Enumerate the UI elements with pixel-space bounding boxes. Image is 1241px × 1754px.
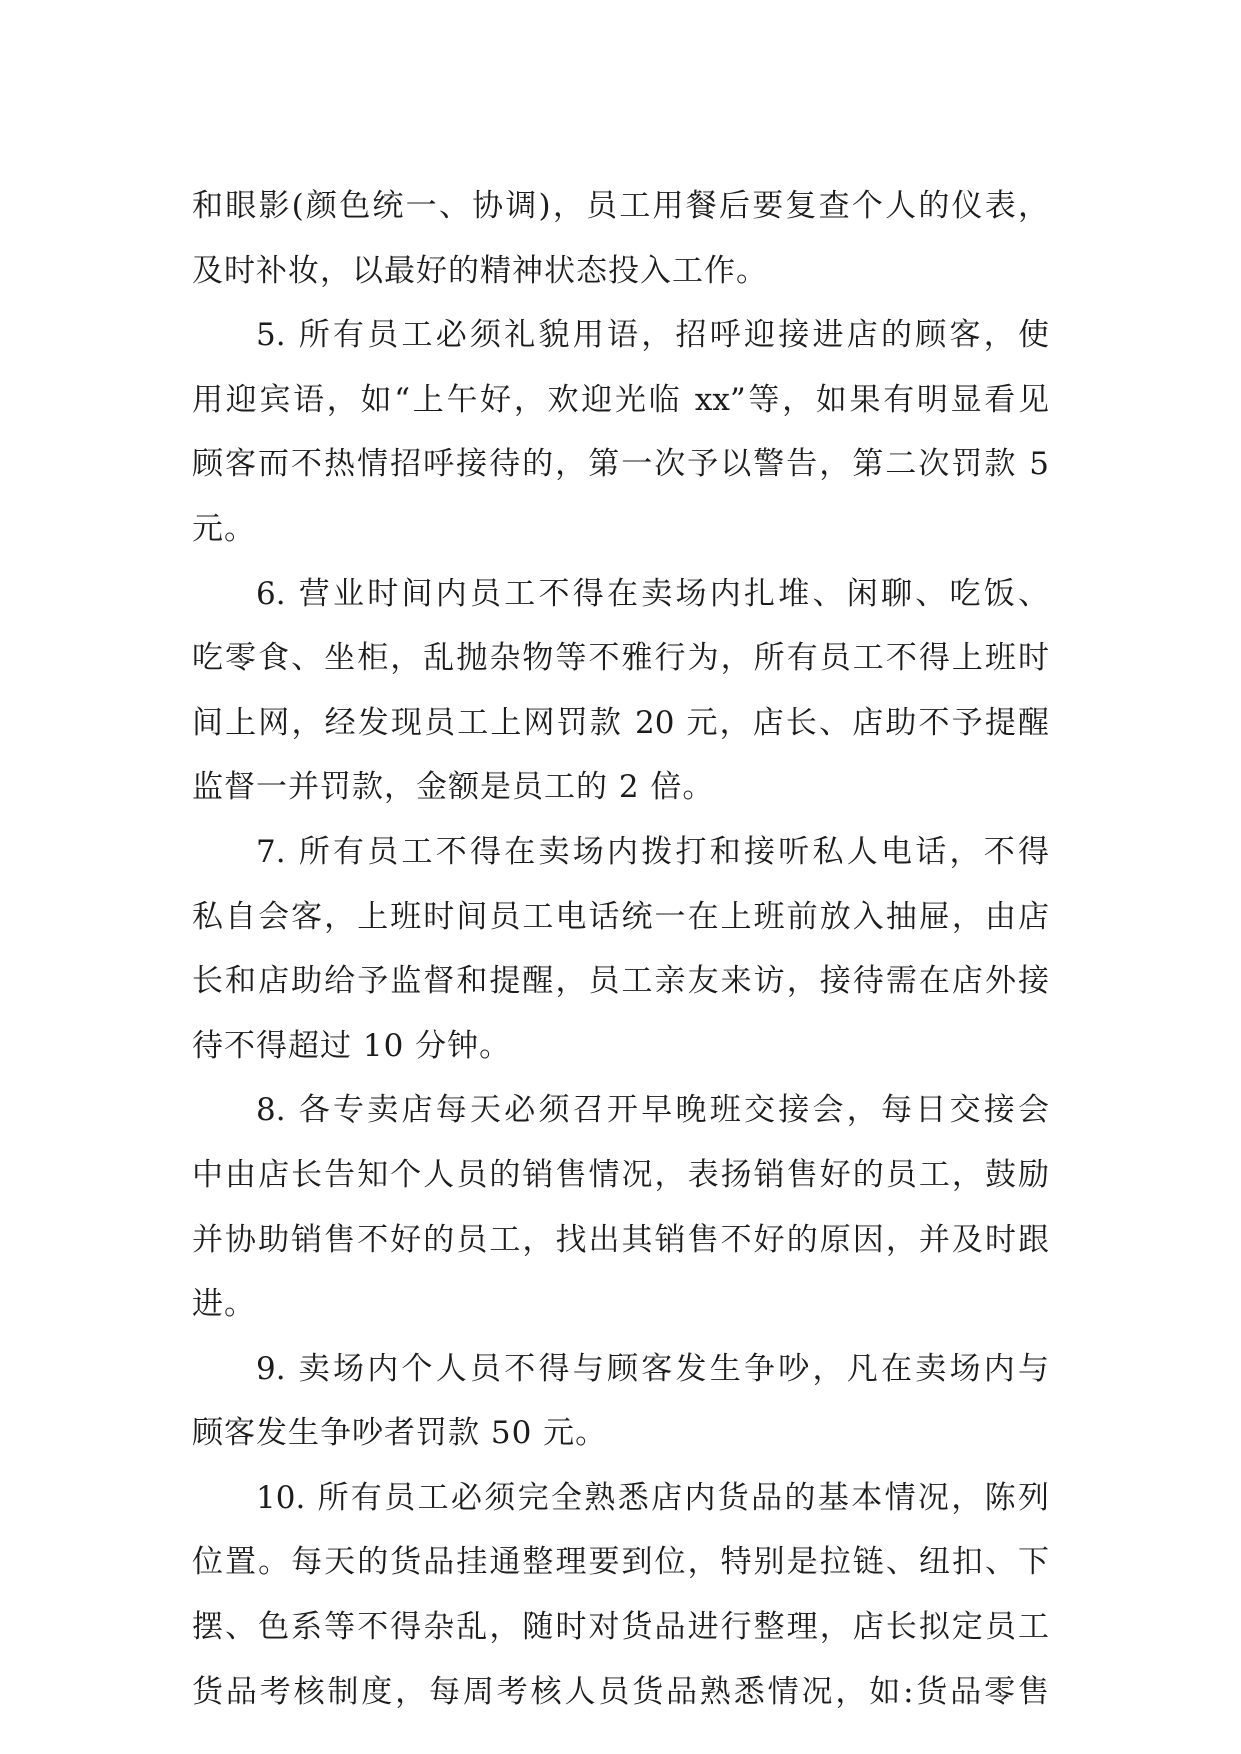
item-number: 7.	[256, 833, 286, 870]
line-text: 私自会客，上班时间员工电话统一在上班前放入抽屉，由店	[192, 898, 1049, 935]
line-text: 所有员工不得在卖场内拨打和接听私人电话，不得	[298, 833, 1049, 870]
text-line	[192, 1401, 1049, 1466]
text-line	[192, 691, 1049, 756]
line-text: 各专卖店每天必须召开早晚班交接会，每日交接会	[298, 1092, 1049, 1129]
line-text: 顾客发生争吵者罚款 50 元。	[192, 1415, 608, 1452]
text-line	[192, 1208, 1049, 1273]
paragraph	[192, 1337, 1049, 1466]
paragraph	[192, 1466, 1049, 1724]
item-number: 10.	[256, 1479, 306, 1516]
text-line	[192, 432, 1049, 497]
line-text: 营业时间内员工不得在卖场内扎堆、闲聊、吃饭、	[298, 575, 1049, 612]
item-number: 8.	[256, 1092, 286, 1129]
line-text: 和眼影(颜色统一、协调)，员工用餐后要复查个人的仪表，	[192, 188, 1049, 224]
item-number: 6.	[256, 575, 286, 612]
text-line	[192, 1660, 1049, 1725]
line-text: 吃零食、坐柜，乱抛杂物等不雅行为，所有员工不得上班时	[192, 640, 1049, 677]
text-line	[192, 368, 1049, 433]
text-line	[192, 755, 1049, 820]
text-line	[192, 1530, 1049, 1595]
text-line	[192, 1337, 1049, 1402]
line-text: 待不得超过 10 分钟。	[192, 1027, 512, 1064]
paragraph	[192, 1078, 1049, 1336]
text-line	[192, 562, 1049, 627]
paragraph	[192, 303, 1049, 561]
line-text: 货品考核制度，每周考核人员货品熟悉情况，如:货品零售	[192, 1673, 1049, 1710]
line-text: 所有员工必须完全熟悉店内货品的基本情况，陈列	[317, 1479, 1049, 1516]
text-line	[192, 174, 1049, 239]
line-text: 及时补妆，以最好的精神状态投入工作。	[192, 252, 768, 289]
line-text: 卖场内个人员不得与顾客发生争吵，凡在卖场内与	[298, 1350, 1049, 1387]
line-text: 中由店长告知个人员的销售情况，表扬销售好的员工，鼓励	[192, 1156, 1049, 1193]
text-line	[192, 626, 1049, 691]
paragraph	[192, 562, 1049, 820]
line-text: 顾客而不热情招呼接待的，第一次予以警告，第二次罚款 5	[192, 446, 1049, 483]
text-line	[192, 1014, 1049, 1079]
text-line	[192, 885, 1049, 950]
text-line	[192, 1466, 1049, 1531]
item-number: 9.	[256, 1350, 286, 1387]
line-text: 进。	[192, 1286, 256, 1323]
text-line	[192, 239, 1049, 304]
item-number: 5.	[256, 317, 286, 354]
text-line	[192, 1143, 1049, 1208]
text-line	[192, 1595, 1049, 1660]
text-line	[192, 1078, 1049, 1143]
text-line	[192, 303, 1049, 368]
line-text: 位置。每天的货品挂通整理要到位，特别是拉链、纽扣、下	[192, 1544, 1049, 1581]
document-body	[192, 174, 1049, 1724]
text-line	[192, 820, 1049, 885]
paragraph	[192, 820, 1049, 1078]
text-line	[192, 497, 1049, 562]
line-text: 并协助销售不好的员工，找出其销售不好的原因，并及时跟	[192, 1221, 1049, 1258]
line-text: 元。	[192, 510, 256, 547]
text-line	[192, 1272, 1049, 1337]
line-text: 用迎宾语，如“上午好，欢迎光临 xx”等，如果有明显看见	[192, 381, 1049, 418]
text-line	[192, 949, 1049, 1014]
line-text: 间上网，经发现员工上网罚款 20 元，店长、店助不予提醒	[192, 704, 1049, 741]
paragraph	[192, 174, 1049, 303]
line-text: 摆、色系等不得杂乱，随时对货品进行整理，店长拟定员工	[192, 1609, 1049, 1646]
line-text: 监督一并罚款，金额是员工的 2 倍。	[192, 769, 715, 806]
line-text: 长和店助给予监督和提醒，员工亲友来访，接待需在店外接	[192, 963, 1049, 1000]
line-text: 所有员工必须礼貌用语，招呼迎接进店的顾客，使	[298, 317, 1049, 354]
